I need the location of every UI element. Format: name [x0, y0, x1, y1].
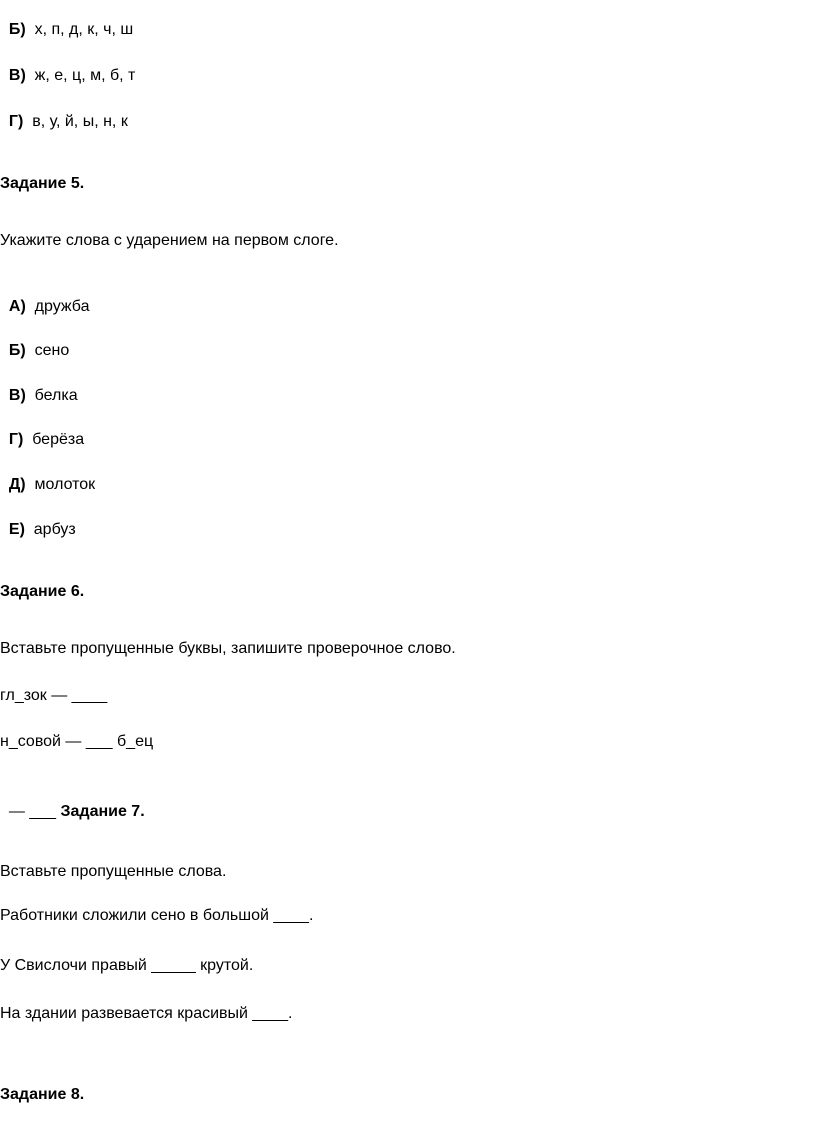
task5-option-d [0, 455, 95, 495]
task5-option-g [0, 410, 84, 450]
option-text: берёза [32, 431, 85, 448]
task5-option-b [0, 321, 69, 361]
task6-line-3: — ___ [8, 803, 57, 820]
task5-heading: Задание 5. [0, 175, 85, 192]
task8-heading: Задание 8. [0, 1086, 85, 1103]
task5-option-a [0, 277, 89, 317]
option-v [0, 46, 135, 86]
task6-heading: Задание 6. [0, 583, 85, 600]
task6-line-3-row [0, 782, 145, 822]
task5-option-e [0, 500, 76, 540]
option-label: А) [8, 298, 26, 315]
option-text: белка [34, 387, 78, 404]
option-text: ж, е, ц, м, б, т [34, 67, 136, 84]
option-text: в, у, й, ы, н, к [32, 113, 128, 130]
task5-option-v [0, 366, 78, 406]
task7-sentence-2: У Свислочи правый _____ крутой. [0, 957, 254, 974]
task7-sentence-3: На здании развевается красивый ____. [0, 1005, 293, 1022]
option-label: Г) [8, 431, 24, 448]
task5-instruction: Укажите слова с ударением на первом слоге. [0, 232, 339, 249]
task6-line-1: гл_зок — ____ [0, 687, 108, 704]
task6-instruction: Вставьте пропущенные буквы, запишите проверочное слово. [0, 640, 456, 657]
option-text: молоток [34, 476, 96, 493]
task7-instruction: Вставьте пропущенные слова. [0, 863, 227, 880]
task7-heading: Задание 7. [60, 803, 145, 820]
option-text: арбуз [33, 521, 76, 538]
option-label: В) [8, 387, 26, 404]
option-label: Е) [8, 521, 25, 538]
option-label: Г) [8, 113, 24, 130]
option-text: сено [34, 342, 70, 359]
option-g [0, 92, 128, 132]
option-label: В) [8, 67, 26, 84]
task6-line-2: н_совой — ___ б_ец [0, 733, 154, 750]
option-text: х, п, д, к, ч, ш [34, 21, 134, 38]
task7-sentence-1: Работники сложили сено в большой ____. [0, 907, 314, 924]
option-label: Д) [8, 476, 26, 493]
option-text: дружба [34, 298, 90, 315]
option-label: Б) [8, 342, 26, 359]
option-b [0, 0, 133, 40]
option-label: Б) [8, 21, 26, 38]
